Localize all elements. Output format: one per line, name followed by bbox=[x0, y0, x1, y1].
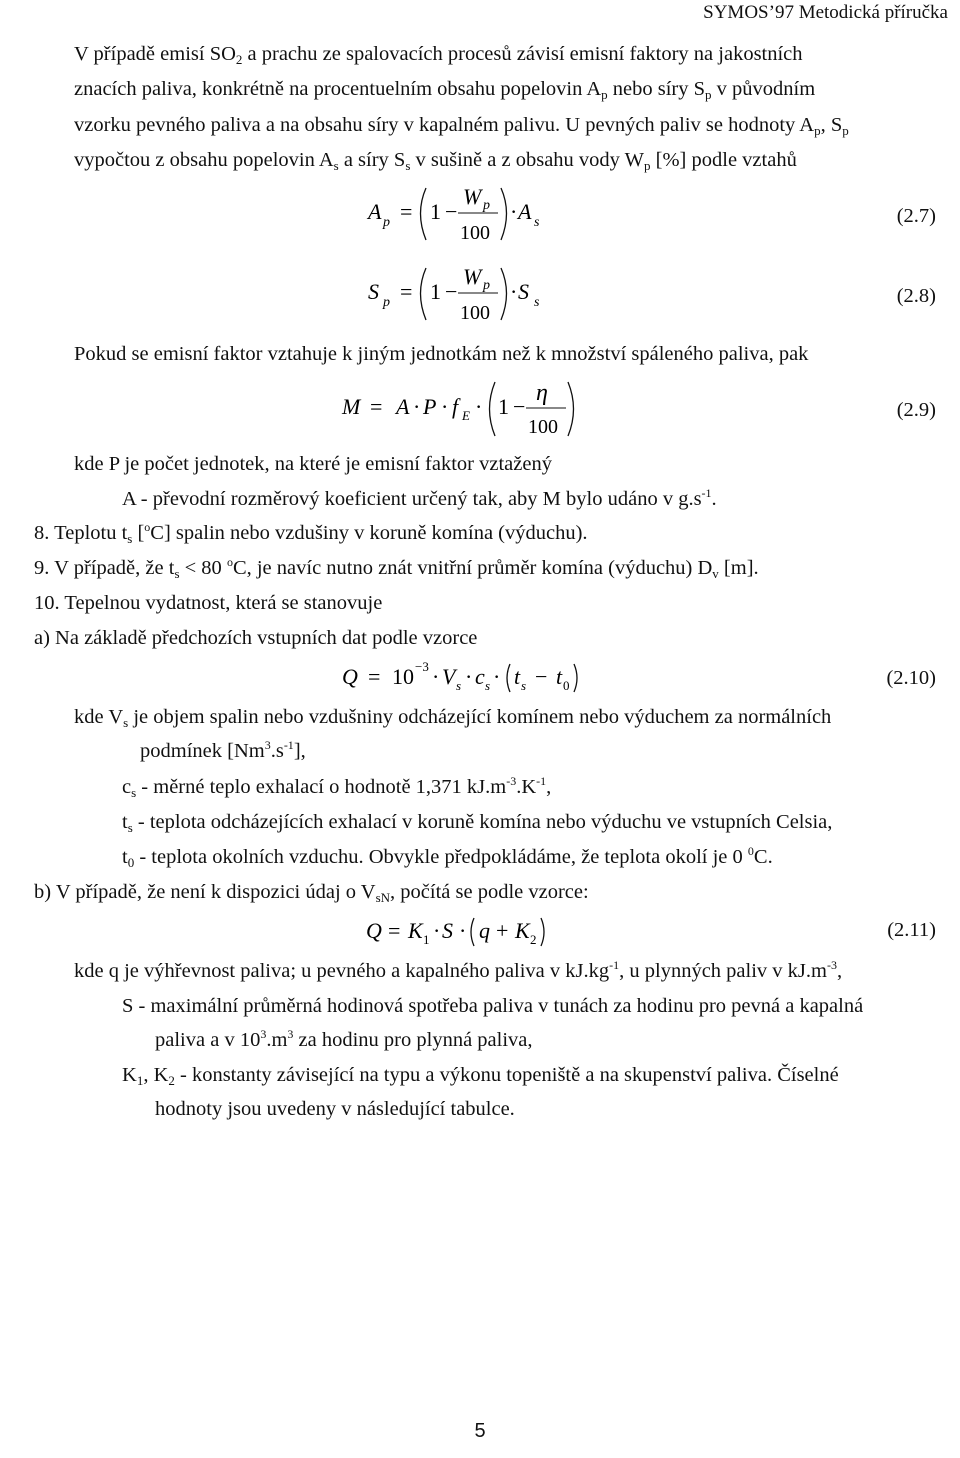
text: je objem spalin nebo vzdušniny odcházející komínem nebo výduchem za normálních bbox=[128, 706, 832, 728]
text: .K bbox=[516, 776, 537, 798]
subscript: s bbox=[123, 715, 129, 730]
eq-minus: − bbox=[445, 199, 458, 224]
equation-number: (2.11) bbox=[887, 919, 936, 941]
text: kde V bbox=[74, 706, 124, 728]
text: , K bbox=[143, 1064, 169, 1086]
paragraph-line bbox=[74, 150, 797, 171]
text: , u plynných paliv v kJ.m bbox=[619, 960, 827, 982]
definition-line bbox=[74, 707, 831, 728]
eq-plus: + bbox=[496, 918, 509, 943]
eq-dot: · bbox=[441, 394, 449, 419]
eq-ten: 10 bbox=[392, 664, 414, 689]
paragraph-line bbox=[74, 115, 849, 136]
text: C. bbox=[753, 846, 773, 868]
running-header: SYMOS’97 Metodická příručka bbox=[703, 2, 948, 23]
right-paren bbox=[568, 382, 574, 436]
eq-exp: −3 bbox=[415, 659, 429, 674]
right-paren bbox=[501, 188, 507, 240]
eq-one: 1 bbox=[430, 279, 441, 304]
eq-equals: = bbox=[400, 279, 413, 304]
eq-dot: · bbox=[510, 199, 518, 224]
superscript: -3 bbox=[826, 958, 837, 972]
left-paren bbox=[471, 918, 474, 946]
superscript: -3 bbox=[506, 774, 517, 788]
text: [m]. bbox=[718, 557, 759, 579]
eq-den: 100 bbox=[460, 302, 490, 324]
equation-2-11 bbox=[338, 906, 578, 950]
subscript: 1 bbox=[136, 1073, 144, 1088]
equation-number: (2.7) bbox=[896, 205, 936, 227]
eq-num-sub: p bbox=[483, 278, 490, 293]
text: C] spalin nebo vzdušiny v koruně komína (výduchu). bbox=[150, 522, 588, 544]
equation-2-9 bbox=[338, 374, 598, 444]
eq-dot: · bbox=[493, 664, 501, 689]
text: .s bbox=[270, 740, 284, 762]
eq-equals: = bbox=[368, 664, 381, 689]
text: C, je navíc nutno znát vnitřní průměr komína (výduchu) D bbox=[232, 557, 713, 579]
left-paren bbox=[421, 188, 427, 240]
text: - teplota okolních vzduchu. Obvykle předpokládáme, že teplota okolí je 0 bbox=[134, 846, 748, 868]
eq-lhs: A bbox=[368, 199, 382, 224]
page-number: 5 bbox=[474, 1420, 486, 1442]
equation-number: (2.9) bbox=[896, 399, 936, 421]
eq-k2-sub: 2 bbox=[530, 932, 537, 947]
eq-dot: · bbox=[413, 394, 421, 419]
text: t bbox=[122, 811, 128, 833]
definition-line: S - maximální průměrná hodinová spotřeba paliva v tunách za hodinu pro pevná a kapalná bbox=[122, 995, 864, 1017]
eq-t: t bbox=[514, 664, 521, 689]
left-paren bbox=[490, 382, 496, 436]
superscript: -1 bbox=[701, 486, 712, 500]
text: paliva a v 10 bbox=[155, 1029, 261, 1051]
text: < 80 bbox=[179, 557, 227, 579]
subscript: 2 bbox=[168, 1073, 175, 1088]
eq-dot: · bbox=[432, 664, 440, 689]
equation-2-8 bbox=[360, 258, 560, 328]
eq-f: f bbox=[452, 394, 459, 419]
eq-num: η bbox=[536, 380, 548, 406]
superscript: o bbox=[144, 520, 151, 534]
text: , bbox=[546, 776, 552, 798]
definition-line bbox=[122, 1065, 839, 1086]
text: za hodinu pro plynná paliva, bbox=[293, 1029, 533, 1051]
right-paren bbox=[541, 918, 544, 946]
eq-t-sub: s bbox=[521, 678, 527, 693]
text: , S bbox=[820, 114, 843, 136]
subscript: 0 bbox=[127, 855, 135, 870]
subscript: s bbox=[174, 566, 180, 581]
eq-equals: = bbox=[400, 199, 413, 224]
eq-k1-sub: 1 bbox=[423, 932, 430, 947]
subscript: sN bbox=[375, 890, 391, 905]
text: K bbox=[122, 1064, 137, 1086]
text: nebo síry S bbox=[607, 78, 706, 100]
eq-dot: · bbox=[475, 394, 483, 419]
eq-num: W bbox=[463, 184, 482, 209]
eq-qq: q bbox=[479, 918, 490, 943]
eq-den: 100 bbox=[528, 416, 558, 438]
right-paren bbox=[574, 664, 577, 692]
definition-line: hodnoty jsou uvedeny v následující tabulce. bbox=[155, 1098, 515, 1120]
definition-line bbox=[74, 958, 843, 982]
right-paren bbox=[501, 268, 507, 320]
eq-v-sub: s bbox=[456, 678, 462, 693]
text: - teplota odcházejících exhalací v koruně komína nebo výduchu ve vstupních Celsia, bbox=[132, 811, 833, 833]
eq-p: P bbox=[423, 394, 437, 419]
superscript: -1 bbox=[283, 738, 294, 752]
eq-minus: − bbox=[445, 279, 458, 304]
eq-rhs-sub: s bbox=[534, 215, 540, 230]
text: b) V případě, že není k dispozici údaj o V bbox=[34, 881, 376, 903]
eq-equals: = bbox=[370, 394, 383, 419]
subscript: p bbox=[601, 87, 608, 102]
equation-2-7 bbox=[360, 178, 560, 248]
list-item-8 bbox=[34, 520, 588, 546]
text: vypočtou z obsahu popelovin A bbox=[74, 149, 334, 171]
text: v původním bbox=[711, 78, 816, 100]
eq-num: W bbox=[463, 264, 482, 289]
text: vzorku pevného paliva a na obsahu síry v kapalném palivu. U pevných paliv se hodnoty A bbox=[74, 114, 815, 136]
eq-c: c bbox=[475, 664, 485, 689]
eq-lhs-sub: p bbox=[383, 295, 390, 310]
eq-q: Q bbox=[366, 918, 382, 943]
eq-dot: · bbox=[465, 664, 473, 689]
subscript: p bbox=[644, 158, 651, 173]
subscript: s bbox=[333, 158, 339, 173]
eq-a: A bbox=[396, 394, 410, 419]
superscript: o bbox=[226, 555, 233, 569]
text: - měrné teplo exhalací o hodnotě 1,371 kJ.m bbox=[136, 776, 507, 798]
eq-m: M bbox=[342, 394, 361, 419]
subscript: p bbox=[705, 87, 712, 102]
text: ], bbox=[293, 740, 306, 762]
superscript: -1 bbox=[536, 774, 547, 788]
eq-rhs: S bbox=[518, 279, 529, 304]
eq-dot: · bbox=[459, 918, 467, 943]
eq-lhs-sub: p bbox=[383, 215, 390, 230]
equation-number: (2.10) bbox=[886, 667, 936, 689]
text: V případě emisí SO bbox=[74, 43, 236, 65]
text: .m bbox=[266, 1029, 288, 1051]
definition-line bbox=[155, 1027, 533, 1051]
text: c bbox=[122, 776, 132, 798]
text: a prachu ze spalovacích procesů závisí emisní faktory na jakostních bbox=[242, 43, 803, 65]
equation-2-10 bbox=[338, 652, 618, 696]
text: . bbox=[711, 488, 717, 510]
paragraph-line bbox=[74, 79, 815, 100]
list-item-b bbox=[34, 882, 589, 903]
subscript: s bbox=[127, 531, 133, 546]
superscript: 3 bbox=[260, 1027, 267, 1041]
eq-k2: K bbox=[515, 918, 530, 943]
subscript: s bbox=[131, 785, 137, 800]
text: A - převodní rozměrový koeficient určený tak, aby M bylo udáno v g.s bbox=[122, 488, 702, 510]
superscript: 3 bbox=[287, 1027, 294, 1041]
text: v sušině a z obsahu vody W bbox=[410, 149, 645, 171]
text: 8. Teplotu t bbox=[34, 522, 128, 544]
eq-dot: · bbox=[433, 918, 441, 943]
subscript: s bbox=[127, 820, 133, 835]
eq-equals: = bbox=[388, 918, 401, 943]
equation-number: (2.8) bbox=[896, 285, 936, 307]
definition-line bbox=[122, 844, 773, 870]
subscript: v bbox=[712, 566, 719, 581]
text: , počítá se podle vzorce: bbox=[390, 881, 589, 903]
left-paren bbox=[507, 664, 510, 692]
eq-f-sub: E bbox=[462, 408, 470, 423]
text: podmínek [Nm bbox=[140, 740, 265, 762]
eq-rhs-sub: s bbox=[534, 295, 540, 310]
superscript: 0 bbox=[747, 844, 754, 858]
left-paren bbox=[421, 268, 427, 320]
text: a síry S bbox=[338, 149, 406, 171]
eq-t0-sub: 0 bbox=[563, 678, 570, 693]
eq-num-sub: p bbox=[483, 198, 490, 213]
eq-dot: · bbox=[510, 279, 518, 304]
eq-k1: K bbox=[408, 918, 423, 943]
eq-t0: t bbox=[556, 664, 563, 689]
eq-v: V bbox=[442, 664, 456, 689]
text: t bbox=[122, 846, 128, 868]
eq-c-sub: s bbox=[485, 678, 491, 693]
list-item-10: 10. Tepelnou vydatnost, která se stanovuje bbox=[34, 592, 383, 614]
text: , bbox=[836, 960, 843, 982]
eq-den: 100 bbox=[460, 222, 490, 244]
text: - konstanty závisející na typu a výkonu topeniště a na skupenství paliva. Číselné bbox=[174, 1064, 839, 1086]
eq-minus: − bbox=[513, 394, 526, 419]
subscript: p bbox=[842, 123, 849, 138]
definition-line bbox=[122, 774, 552, 800]
superscript: 3 bbox=[264, 738, 271, 752]
eq-lhs: S bbox=[368, 279, 379, 304]
eq-rhs: A bbox=[518, 199, 532, 224]
text: kde q je výhřevnost paliva; u pevného a kapalného paliva v kJ.kg bbox=[74, 960, 610, 982]
eq-minus: − bbox=[535, 664, 548, 689]
text: [ bbox=[132, 522, 145, 544]
list-item-9 bbox=[34, 555, 759, 581]
eq-s: S bbox=[442, 918, 453, 943]
text: znacích paliva, konkrétně na procentuelním obsahu popelovin A bbox=[74, 78, 602, 100]
list-item-a: a) Na základě předchozích vstupních dat podle vzorce bbox=[34, 627, 478, 649]
definition-line bbox=[122, 812, 832, 833]
paragraph-line: Pokud se emisní faktor vztahuje k jiným jednotkám než k množství spáleného paliva, pak bbox=[74, 343, 809, 365]
paragraph-line bbox=[74, 44, 803, 65]
text: [%] podle vztahů bbox=[650, 149, 797, 171]
superscript: -1 bbox=[609, 958, 620, 972]
eq-q: Q bbox=[342, 664, 358, 689]
definition-line: kde P je počet jednotek, na které je emisní faktor vztažený bbox=[74, 453, 552, 475]
text: 9. V případě, že t bbox=[34, 557, 175, 579]
subscript: p bbox=[814, 123, 821, 138]
subscript: s bbox=[405, 158, 411, 173]
definition-line bbox=[122, 486, 717, 510]
subscript: 2 bbox=[235, 52, 243, 67]
eq-one: 1 bbox=[498, 394, 509, 419]
definition-line bbox=[140, 738, 306, 762]
eq-one: 1 bbox=[430, 199, 441, 224]
